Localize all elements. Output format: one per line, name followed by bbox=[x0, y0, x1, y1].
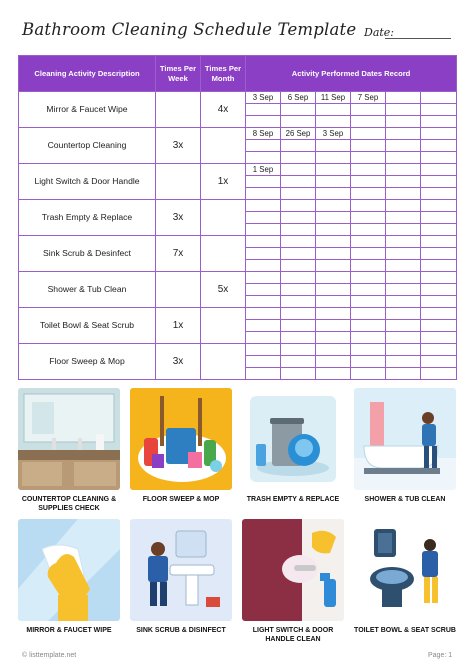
date-record-cell[interactable] bbox=[421, 248, 457, 260]
date-record-cell[interactable] bbox=[281, 320, 316, 332]
date-label: Date: bbox=[364, 26, 395, 39]
date-record-cell[interactable] bbox=[281, 224, 316, 236]
date-record-cell[interactable] bbox=[316, 176, 351, 188]
trash-bin-illustration bbox=[242, 388, 344, 490]
date-record-cell[interactable] bbox=[351, 116, 386, 128]
times-per-week-cell bbox=[156, 92, 201, 128]
footer-source: © listtemplate.net bbox=[22, 652, 77, 659]
date-record-cell[interactable] bbox=[281, 332, 316, 344]
date-record-cell[interactable] bbox=[421, 188, 457, 200]
date-record-cell[interactable] bbox=[316, 296, 351, 308]
date-record-cell[interactable] bbox=[246, 272, 281, 284]
card-countertop bbox=[18, 388, 120, 513]
times-per-week-cell bbox=[156, 164, 201, 200]
date-record-cell[interactable]: 3 Sep bbox=[316, 128, 351, 140]
times-per-month-cell bbox=[201, 308, 246, 344]
date-record-cell[interactable] bbox=[386, 260, 421, 272]
date-record-cell[interactable] bbox=[246, 140, 281, 152]
date-record-cell[interactable] bbox=[421, 236, 457, 248]
page-title: Bathroom Cleaning Schedule Template bbox=[22, 20, 357, 39]
date-record-cell[interactable] bbox=[246, 308, 281, 320]
date-record-cell[interactable] bbox=[421, 92, 457, 104]
activity-cell: Shower & Tub Clean bbox=[19, 272, 156, 308]
date-record-cell[interactable] bbox=[281, 152, 316, 164]
date-record-cell[interactable] bbox=[386, 344, 421, 356]
activity-cell: Mirror & Faucet Wipe bbox=[19, 92, 156, 128]
date-record-cell[interactable] bbox=[421, 212, 457, 224]
date-record-cell[interactable] bbox=[281, 308, 316, 320]
date-record-cell[interactable] bbox=[351, 248, 386, 260]
date-record-cell[interactable] bbox=[351, 188, 386, 200]
date-record-cell[interactable] bbox=[386, 308, 421, 320]
date-record-cell[interactable] bbox=[316, 104, 351, 116]
date-record-cell[interactable] bbox=[281, 140, 316, 152]
times-per-week-cell: 1x bbox=[156, 308, 201, 344]
times-per-week-cell: 7x bbox=[156, 236, 201, 272]
times-per-month-cell: 5x bbox=[201, 272, 246, 308]
header-times-per-month: Times Per Month bbox=[201, 56, 246, 92]
date-record-cell[interactable] bbox=[421, 368, 457, 380]
date-record-cell[interactable] bbox=[246, 332, 281, 344]
footer-page: Page: 1 bbox=[428, 652, 453, 659]
date-record-cell[interactable] bbox=[351, 368, 386, 380]
date-record-cell[interactable] bbox=[316, 344, 351, 356]
date-record-cell[interactable] bbox=[386, 272, 421, 284]
date-record-cell[interactable] bbox=[386, 320, 421, 332]
date-record-cell[interactable] bbox=[316, 188, 351, 200]
header-times-per-week: Times Per Week bbox=[156, 56, 201, 92]
times-per-month-cell bbox=[201, 344, 246, 380]
door-handle-illustration bbox=[242, 519, 344, 621]
date-record-cell[interactable] bbox=[351, 296, 386, 308]
activity-cell: Light Switch & Door Handle bbox=[19, 164, 156, 200]
date-record-cell[interactable] bbox=[281, 260, 316, 272]
date-record-cell[interactable] bbox=[281, 248, 316, 260]
date-record-cell[interactable] bbox=[351, 152, 386, 164]
table-row bbox=[19, 272, 457, 284]
date-record-cell[interactable] bbox=[351, 272, 386, 284]
times-per-week-cell: 3x bbox=[156, 344, 201, 380]
card-caption: LIGHT SWITCH & DOOR HANDLE CLEAN bbox=[252, 627, 334, 643]
date-record-cell[interactable] bbox=[316, 236, 351, 248]
date-record-cell[interactable] bbox=[281, 356, 316, 368]
date-record-cell[interactable] bbox=[386, 248, 421, 260]
header-activity: Cleaning Activity Description bbox=[19, 56, 156, 92]
date-record-cell[interactable]: 26 Sep bbox=[281, 128, 316, 140]
date-record-cell[interactable] bbox=[246, 212, 281, 224]
date-record-cell[interactable] bbox=[316, 356, 351, 368]
date-record-cell[interactable] bbox=[316, 332, 351, 344]
card-caption: MIRROR & FAUCET WIPE bbox=[26, 627, 112, 634]
date-record-cell[interactable] bbox=[281, 236, 316, 248]
times-per-month-cell bbox=[201, 200, 246, 236]
date-record-cell[interactable] bbox=[246, 248, 281, 260]
header-dates-record: Activity Performed Dates Record bbox=[246, 56, 457, 92]
date-record-cell[interactable] bbox=[421, 332, 457, 344]
date-record-cell[interactable] bbox=[421, 164, 457, 176]
date-record-cell[interactable] bbox=[421, 272, 457, 284]
date-record-cell[interactable] bbox=[351, 332, 386, 344]
date-record-cell[interactable] bbox=[316, 308, 351, 320]
sink-plumber-illustration bbox=[130, 519, 232, 621]
date-record-cell[interactable] bbox=[386, 224, 421, 236]
date-record-cell[interactable] bbox=[421, 308, 457, 320]
date-record-cell[interactable] bbox=[316, 284, 351, 296]
date-record-cell[interactable] bbox=[386, 236, 421, 248]
date-record-cell[interactable] bbox=[351, 200, 386, 212]
schedule-table bbox=[18, 55, 457, 380]
date-record-cell[interactable] bbox=[421, 116, 457, 128]
date-record-cell[interactable] bbox=[421, 140, 457, 152]
times-per-month-cell bbox=[201, 128, 246, 164]
date-record-cell[interactable] bbox=[281, 200, 316, 212]
date-record-cell[interactable] bbox=[386, 92, 421, 104]
date-record-cell[interactable] bbox=[421, 356, 457, 368]
date-record-cell[interactable] bbox=[351, 212, 386, 224]
date-record-cell[interactable] bbox=[281, 164, 316, 176]
date-record-cell[interactable] bbox=[386, 140, 421, 152]
date-record-cell[interactable]: 8 Sep bbox=[246, 128, 281, 140]
date-record-cell[interactable] bbox=[281, 116, 316, 128]
times-per-week-cell bbox=[156, 272, 201, 308]
date-record-cell[interactable] bbox=[246, 260, 281, 272]
date-record-cell[interactable] bbox=[421, 176, 457, 188]
date-record-cell[interactable] bbox=[421, 128, 457, 140]
date-record-cell[interactable] bbox=[316, 212, 351, 224]
activity-cell: Countertop Cleaning bbox=[19, 128, 156, 164]
date-record-cell[interactable]: 7 Sep bbox=[351, 92, 386, 104]
date-record-cell[interactable] bbox=[351, 104, 386, 116]
card-caption: COUNTERTOP CLEANING & SUPPLIES CHECK bbox=[21, 496, 117, 512]
table-row bbox=[19, 200, 457, 212]
table-row bbox=[19, 308, 457, 320]
date-record-cell[interactable] bbox=[246, 200, 281, 212]
date-record-cell[interactable] bbox=[316, 272, 351, 284]
card-toilet bbox=[354, 519, 456, 635]
date-record-cell[interactable] bbox=[246, 236, 281, 248]
card-light-switch bbox=[242, 519, 344, 644]
date-record-cell[interactable] bbox=[281, 368, 316, 380]
glove-wipe-illustration bbox=[18, 519, 120, 621]
activity-cell: Sink Scrub & Desinfect bbox=[19, 236, 156, 272]
date-record-cell[interactable]: 1 Sep bbox=[246, 164, 281, 176]
date-record-cell[interactable] bbox=[421, 200, 457, 212]
date-record-cell[interactable] bbox=[246, 224, 281, 236]
date-record-cell[interactable] bbox=[421, 344, 457, 356]
date-record-cell[interactable] bbox=[386, 116, 421, 128]
date-record-cell[interactable] bbox=[281, 296, 316, 308]
times-per-month-cell: 1x bbox=[201, 164, 246, 200]
date-record-cell[interactable]: 6 Sep bbox=[281, 92, 316, 104]
date-record-cell[interactable] bbox=[316, 116, 351, 128]
times-per-week-cell: 3x bbox=[156, 128, 201, 164]
date-record-cell[interactable] bbox=[386, 128, 421, 140]
card-sink bbox=[130, 519, 232, 635]
card-caption: SINK SCRUB & DISINFECT bbox=[136, 627, 226, 634]
date-record-cell[interactable] bbox=[386, 104, 421, 116]
card-shower bbox=[354, 388, 456, 504]
date-record-cell[interactable] bbox=[281, 344, 316, 356]
date-record-cell[interactable] bbox=[316, 248, 351, 260]
date-record-cell[interactable] bbox=[421, 224, 457, 236]
date-record-cell[interactable] bbox=[386, 212, 421, 224]
date-record-cell[interactable]: 11 Sep bbox=[316, 92, 351, 104]
date-record-cell[interactable] bbox=[351, 140, 386, 152]
date-record-cell[interactable] bbox=[246, 284, 281, 296]
date-record-cell[interactable] bbox=[246, 320, 281, 332]
illustration-grid bbox=[18, 388, 456, 650]
bathtub-illustration bbox=[354, 388, 456, 490]
date-record-cell[interactable] bbox=[281, 104, 316, 116]
date-record-cell[interactable] bbox=[386, 164, 421, 176]
date-record-cell[interactable] bbox=[351, 356, 386, 368]
cleaning-supplies-illustration bbox=[130, 388, 232, 490]
date-record-cell[interactable] bbox=[316, 368, 351, 380]
date-record-cell[interactable] bbox=[351, 320, 386, 332]
activity-cell: Floor Sweep & Mop bbox=[19, 344, 156, 380]
date-record-cell[interactable] bbox=[386, 356, 421, 368]
date-record-cell[interactable] bbox=[421, 296, 457, 308]
date-record-cell[interactable] bbox=[246, 344, 281, 356]
date-record-cell[interactable] bbox=[316, 224, 351, 236]
date-record-cell[interactable] bbox=[351, 308, 386, 320]
table-row bbox=[19, 128, 457, 140]
date-record-cell[interactable] bbox=[281, 272, 316, 284]
date-record-cell[interactable] bbox=[421, 104, 457, 116]
date-record-cell[interactable] bbox=[386, 368, 421, 380]
date-record-cell[interactable] bbox=[351, 344, 386, 356]
card-caption: SHOWER & TUB CLEAN bbox=[364, 496, 446, 503]
table-row bbox=[19, 344, 457, 356]
date-record-cell[interactable] bbox=[316, 140, 351, 152]
date-record-cell[interactable] bbox=[316, 260, 351, 272]
date-record-cell[interactable] bbox=[351, 284, 386, 296]
date-record-cell[interactable] bbox=[351, 128, 386, 140]
card-trash bbox=[242, 388, 344, 504]
date-record-cell[interactable] bbox=[386, 152, 421, 164]
times-per-week-cell: 3x bbox=[156, 200, 201, 236]
card-caption: TRASH EMPTY & REPLACE bbox=[246, 496, 340, 503]
date-record-cell[interactable] bbox=[421, 260, 457, 272]
date-record-cell[interactable] bbox=[246, 176, 281, 188]
date-record-cell[interactable] bbox=[246, 152, 281, 164]
date-record-cell[interactable] bbox=[351, 176, 386, 188]
date-record-cell[interactable] bbox=[351, 224, 386, 236]
date-record-cell[interactable] bbox=[386, 200, 421, 212]
card-mirror-faucet bbox=[18, 519, 120, 635]
table-row bbox=[19, 92, 457, 104]
date-record-cell[interactable] bbox=[281, 188, 316, 200]
date-record-cell[interactable] bbox=[316, 152, 351, 164]
countertop-illustration bbox=[18, 388, 120, 490]
date-record-cell[interactable] bbox=[246, 296, 281, 308]
date-record-cell[interactable] bbox=[281, 176, 316, 188]
date-record-cell[interactable] bbox=[386, 332, 421, 344]
times-per-month-cell bbox=[201, 236, 246, 272]
date-record-cell[interactable] bbox=[316, 164, 351, 176]
table-row bbox=[19, 164, 457, 176]
times-per-month-cell: 4x bbox=[201, 92, 246, 128]
date-record-cell[interactable] bbox=[386, 176, 421, 188]
activity-cell: Trash Empty & Replace bbox=[19, 200, 156, 236]
date-record-cell[interactable] bbox=[351, 164, 386, 176]
date-record-cell[interactable]: 3 Sep bbox=[246, 92, 281, 104]
card-floor-sweep bbox=[130, 388, 232, 504]
date-record-cell[interactable] bbox=[246, 368, 281, 380]
date-record-cell[interactable] bbox=[316, 320, 351, 332]
card-caption: TOILET BOWL & SEAT SCRUB bbox=[354, 627, 456, 634]
date-line bbox=[385, 38, 451, 39]
date-record-cell[interactable] bbox=[281, 212, 316, 224]
table-row bbox=[19, 236, 457, 248]
date-record-cell[interactable] bbox=[386, 188, 421, 200]
date-record-cell[interactable] bbox=[281, 284, 316, 296]
date-record-cell[interactable] bbox=[316, 200, 351, 212]
activity-cell: Toilet Bowl & Seat Scrub bbox=[19, 308, 156, 344]
date-record-cell[interactable] bbox=[421, 320, 457, 332]
date-record-cell[interactable] bbox=[246, 188, 281, 200]
date-record-cell[interactable] bbox=[421, 284, 457, 296]
date-record-cell[interactable] bbox=[246, 104, 281, 116]
date-record-cell[interactable] bbox=[421, 152, 457, 164]
date-record-cell[interactable] bbox=[386, 296, 421, 308]
card-caption: FLOOR SWEEP & MOP bbox=[142, 496, 220, 503]
toilet-illustration bbox=[354, 519, 456, 621]
date-record-cell[interactable] bbox=[351, 260, 386, 272]
date-record-cell[interactable] bbox=[386, 284, 421, 296]
date-record-cell[interactable] bbox=[351, 236, 386, 248]
date-record-cell[interactable] bbox=[246, 116, 281, 128]
date-record-cell[interactable] bbox=[246, 356, 281, 368]
